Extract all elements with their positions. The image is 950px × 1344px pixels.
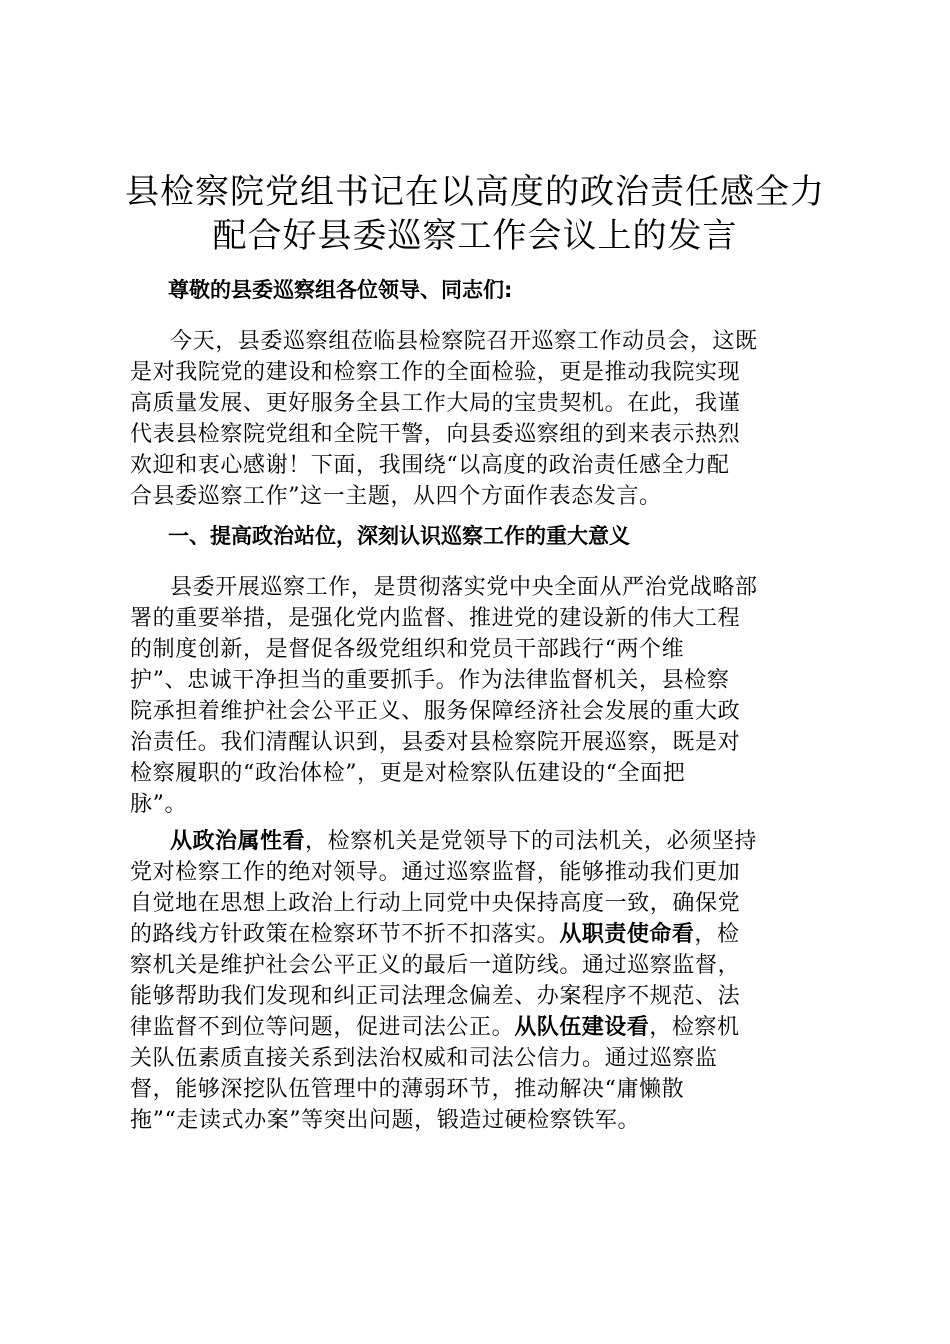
aspects-line: 拖”“走读式办案”等突出问题，锻造过硬检察铁军。 bbox=[130, 1108, 641, 1133]
aspects-text: 的路线方针政策在检察环节不折不扣落实。 bbox=[130, 922, 560, 947]
aspects-line: 自觉地在思想上政治上行动上同党中央保持高度一致，确保党 bbox=[130, 891, 741, 916]
salutation: 尊敬的县委巡察组各位领导、同志们: bbox=[168, 278, 513, 302]
team-aspect-lead: 从队伍建设看 bbox=[514, 1015, 650, 1040]
aspects-text: ，检察机 bbox=[649, 1015, 740, 1040]
section-1-line: 署的重要举措，是强化党内监督、推进党的建设新的伟大工程 bbox=[130, 606, 741, 631]
intro-line: 高质量发展、更好服务全县工作大局的宝贵契机。在此，我谨 bbox=[130, 391, 741, 416]
intro-line: 今天，县委巡察组莅临县检察院召开巡察工作动员会，这既 bbox=[170, 329, 758, 354]
aspects-line: 能够帮助我们发现和纠正司法理念偏差、办案程序不规范、法 bbox=[130, 984, 741, 1009]
title-line-1: 县检察院党组书记在以高度的政治责任感全力 bbox=[125, 172, 825, 212]
aspects-line: 关队伍素质直接关系到法治权威和司法公信力。通过巡察监 bbox=[130, 1046, 718, 1071]
section-1-line: 护”、忠诚干净担当的重要抓手。作为法律监督机关，县检察 bbox=[130, 668, 730, 693]
intro-paragraph bbox=[130, 326, 830, 512]
aspects-line bbox=[130, 1012, 830, 1043]
aspects-line: 察机关是维护社会公平正义的最后一道防线。通过巡察监督， bbox=[130, 953, 741, 978]
aspects-line bbox=[130, 919, 830, 950]
intro-line: 合县委巡察工作”这一主题，从四个方面作表态发言。 bbox=[130, 484, 662, 509]
section-1-line: 脉”。 bbox=[130, 792, 188, 817]
section-1-aspects-paragraph bbox=[130, 826, 830, 1136]
section-1-line: 县委开展巡察工作，是贯彻落实党中央全面从严治党战略部 bbox=[170, 575, 758, 600]
aspects-text: ，检察机关是党领导下的司法机关，必须坚持 bbox=[305, 829, 758, 854]
section-1-line: 治责任。我们清醒认识到，县委对县检察院开展巡察，既是对 bbox=[130, 730, 741, 755]
title-line-2: 配合好县委巡察工作会议上的发言 bbox=[212, 216, 738, 256]
aspects-text: ，检 bbox=[694, 922, 740, 947]
aspects-line: 督，能够深挖队伍管理中的薄弱环节，推动解决“庸懒散 bbox=[130, 1077, 685, 1102]
section-1-heading: 一、提高政治站位，深刻认识巡察工作的重大意义 bbox=[168, 524, 630, 548]
section-1-line: 院承担着维护社会公平正义、服务保障经济社会发展的重大政 bbox=[130, 699, 741, 724]
intro-line: 代表县检察院党组和全院干警，向县委巡察组的到来表示热烈 bbox=[130, 422, 741, 447]
duty-aspect-lead: 从职责使命看 bbox=[559, 922, 695, 947]
intro-line: 是对我院党的建设和检察工作的全面检验，更是推动我院实现 bbox=[130, 360, 741, 385]
document-title bbox=[100, 170, 850, 258]
section-1-line: 检察履职的“政治体检”，更是对检察队伍建设的“全面把 bbox=[130, 761, 686, 786]
political-aspect-lead: 从政治属性看 bbox=[170, 829, 306, 854]
intro-line: 欢迎和衷心感谢！下面，我围绕“以高度的政治责任感全力配 bbox=[130, 453, 730, 478]
aspects-line: 党对检察工作的绝对领导。通过巡察监督，能够推动我们更加 bbox=[130, 860, 741, 885]
section-1-paragraph bbox=[130, 572, 830, 820]
aspects-line bbox=[130, 826, 830, 857]
section-1-line: 的制度创新，是督促各级党组织和党员干部践行“两个维 bbox=[130, 637, 685, 662]
aspects-text: 律监督不到位等问题，促进司法公正。 bbox=[130, 1015, 515, 1040]
